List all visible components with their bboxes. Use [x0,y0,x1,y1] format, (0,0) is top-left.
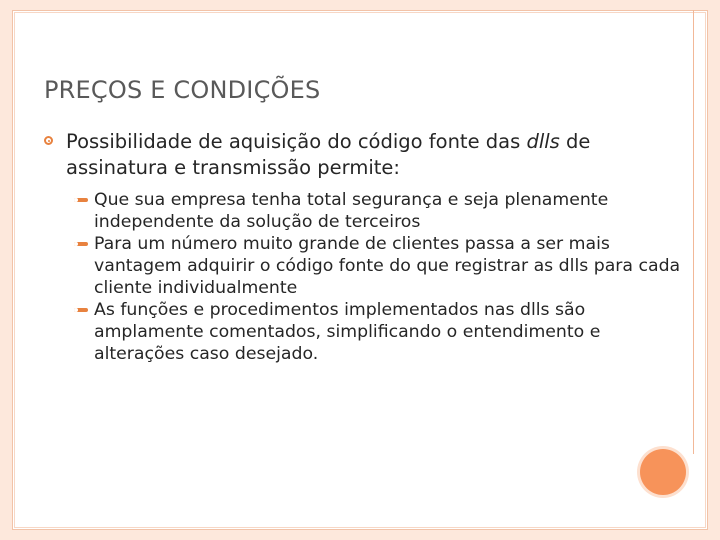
sub-bullet-list [44,189,694,365]
bullet-text-emphasis: dlls [526,130,560,153]
dash-bullet-icon [74,198,88,202]
sub-bullet-text: As funções e procedimentos implementados nas dlls são amplamente comentados, simplificando o entendimento e alterações caso desejado. [94,300,601,364]
sub-bullet-text: Para um número muito grande de clientes passa a ser mais vantagem adquirir o código fonte do que registrar as dlls para cada cliente individualmente [94,234,681,298]
ring-bullet-icon [44,136,53,145]
slide-content [44,129,694,365]
sub-bullet-item [44,189,694,233]
sub-bullet-text: Que sua empresa tenha total segurança e seja plenamente independente da solução de terceiros [94,190,609,232]
dash-bullet-icon [74,308,88,312]
sub-bullet-item [44,299,694,365]
dash-bullet-icon [74,242,88,246]
decorative-circle [640,449,686,495]
bullet-text-start: Possibilidade de aquisição do código fonte das [66,130,527,153]
page-title: PREÇOS E CONDIÇÕES [44,76,321,104]
sub-bullet-item [44,233,694,299]
bullet-item [44,129,694,181]
bullet-text-end: de assinatura e transmissão permite: [66,130,591,179]
